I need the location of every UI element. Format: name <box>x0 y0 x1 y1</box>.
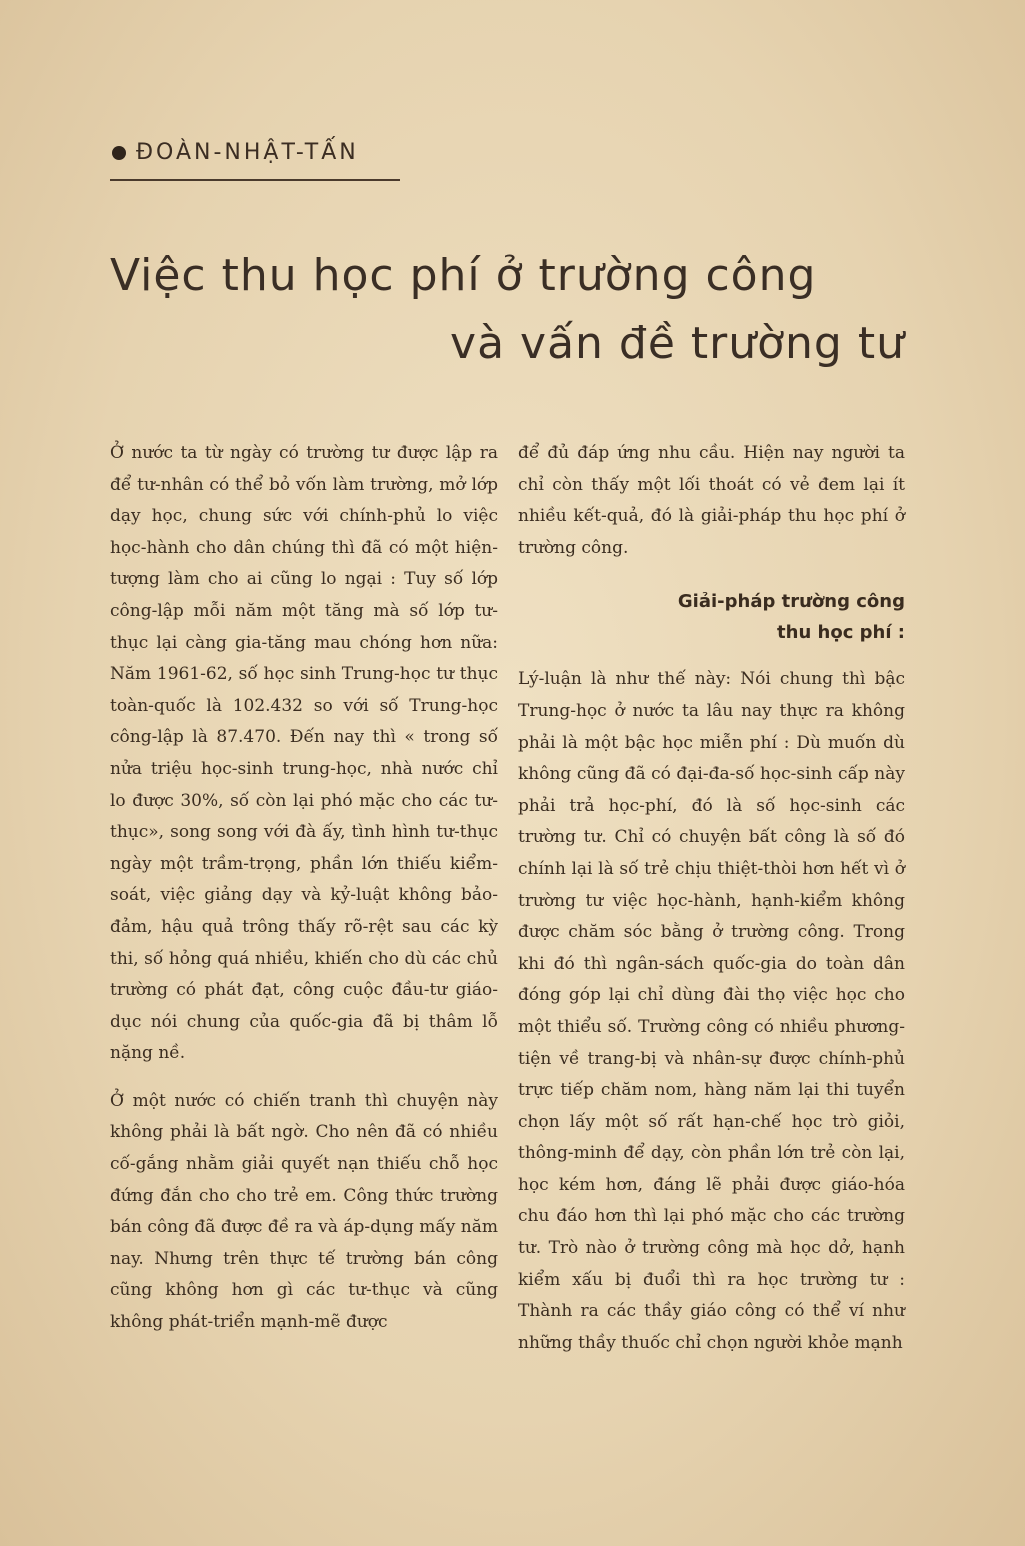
article-title-line-2: và vấn đề trường tư <box>450 318 905 369</box>
section-heading-line-1: Giải-pháp trường công <box>677 591 905 613</box>
article-title-line-1: Việc thu học phí ở trường công <box>110 250 817 301</box>
paragraph: để đủ đáp ứng nhu cầu. Hiện nay người ta chỉ còn thấy một lối thoát có vẻ đem lại ít nhiều kết-quả, đó là giải-pháp thu học phí ở trường công. <box>518 443 905 558</box>
right-column <box>518 438 905 1375</box>
paragraph: Ở một nước có chiến tranh thì chuyện này không phải là bất ngờ. Cho nên đã có nhiều cố-gắng nhằm giải quyết nạn thiếu chỗ học đứng đắn cho cho trẻ em. Công thức trường bán công đã được đề ra và áp-dụng mấy năm nay. Nhưng trên thực tế trường bán công cũng không hơn gì các tư-thục và cũng không phát-triển mạnh-mẽ được <box>110 1090 498 1333</box>
bullet-dot-icon <box>112 146 126 160</box>
paragraph: Ở nước ta từ ngày có trường tư được lập ra để tư-nhân có thể bỏ vốn làm trường, mở lớp dạy học, chung sức với chính-phủ lo việc học-hành cho dân chúng thì đã có một hiện-tượng làm cho ai cũng lo ngại : Tuy số lớp công-lập mỗi năm một tăng mà số lớp tư-thục lại càng gia-tăng mau chóng hơn nữa: Năm 1961-62, số học sinh Trung-học tư thục toàn-quốc là 102.432 so với số Trung-học công-lập là 87.470. Đến nay thì « trong số nửa triệu học-sinh trung-học, nhà nước chỉ lo được 30%, số còn lại phó mặc cho các tư-thục», song song với đà ấy, tình hình tư-thục ngày một trầm-trọng, phần lớn thiếu kiểm-soát, việc giảng dạy và kỷ-luật không bảo-đảm, hậu quả trông thấy rõ-rệt sau các kỳ thi, số hỏng quá nhiều, khiến cho dù các chủ trường có phát đạt, công cuộc đầu-tư giáo-dục nói chung của quốc-gia đã bị thâm lỗ nặng nề. <box>110 443 498 1064</box>
byline-underline <box>110 179 400 181</box>
paragraph: Lý-luận là như thế này: Nói chung thì bậc Trung-học ở nước ta lâu nay thực ra không phải là một bậc học miễn phí : Dù muốn dù không cũng đã có đại-đa-số học-sinh cấp này phải trả học-phí, đó là số học-sinh các trường tư. Chỉ có chuyện bất công là số đó chính lại là số trẻ chịu thiệt-thòi hơn hết vì ở trường tư việc học-hành, hạnh-kiểm không được chăm sóc bằng ở trường công. Trong khi đó thì ngân-sách quốc-gia do toàn dân đóng góp lại chỉ dùng đài thọ việc học cho một thiểu số. Trường công có nhiều phương-tiện về trang-bị và nhân-sự được chính-phủ trực tiếp chăm nom, hàng năm lại thi tuyển chọn lấy một số rất hạn-chế học trò giỏi, thông-minh để dạy, còn phần lớn trẻ còn lại, học kém hơn, đáng lẽ phải được giáo-hóa chu đáo hơn thì lại phó mặc cho các trường tư. Trò nào ở trường công mà học dở, hạnh kiểm xấu bị đuổi thì ra học trường tư : Thành ra các thầy giáo công có thể ví như những thầy thuốc chỉ chọn người khỏe mạnh <box>518 669 905 1353</box>
byline <box>112 140 359 165</box>
left-column <box>110 438 498 1355</box>
section-heading <box>518 586 905 648</box>
author-name: ĐOÀN-NHẬT-TẤN <box>136 140 359 165</box>
section-heading-line-2: thu học phí : <box>777 622 905 644</box>
